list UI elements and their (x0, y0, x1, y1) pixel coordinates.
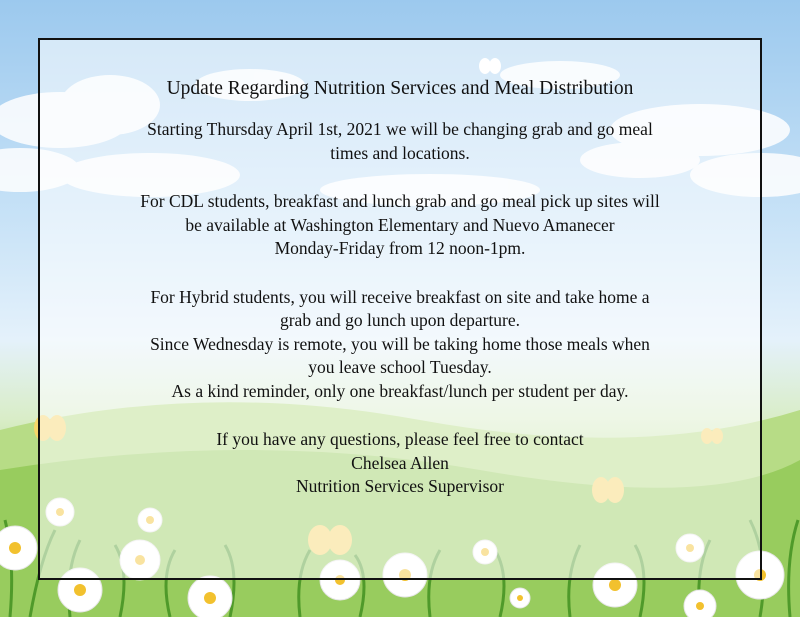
paragraph-line: be available at Washington Elementary and Nuevo Amanecer (185, 214, 615, 235)
paragraph-line: As a kind reminder, only one breakfast/lunch per student per day. (171, 380, 629, 401)
paragraph-line: For CDL students, breakfast and lunch grab and go meal pick up sites will (140, 191, 660, 211)
paragraph-line: Since Wednesday is remote, you will be taking home those meals when (150, 333, 650, 354)
contact-prompt: If you have any questions, please feel free to contact (216, 429, 584, 449)
paragraph-hybrid-students (70, 286, 730, 404)
contact-block (70, 428, 730, 499)
contact-name: Chelsea Allen (351, 452, 449, 473)
paragraph-line: Monday-Friday from 12 noon-1pm. (274, 238, 526, 258)
paragraph-line: times and locations. (330, 142, 470, 163)
paragraph-line: Starting Thursday April 1st, 2021 we will be changing grab and go meal (147, 119, 653, 139)
paragraph-line: grab and go lunch upon departure. (279, 310, 521, 330)
notice-card (38, 38, 762, 580)
contact-role: Nutrition Services Supervisor (295, 476, 505, 496)
paragraph-schedule-change (70, 118, 730, 165)
paragraph-line: you leave school Tuesday. (308, 357, 492, 377)
notice-title: Update Regarding Nutrition Services and Meal Distribution (166, 78, 634, 99)
paragraph-cdl-students (70, 190, 730, 261)
paragraph-line: For Hybrid students, you will receive breakfast on site and take home a (150, 286, 650, 307)
